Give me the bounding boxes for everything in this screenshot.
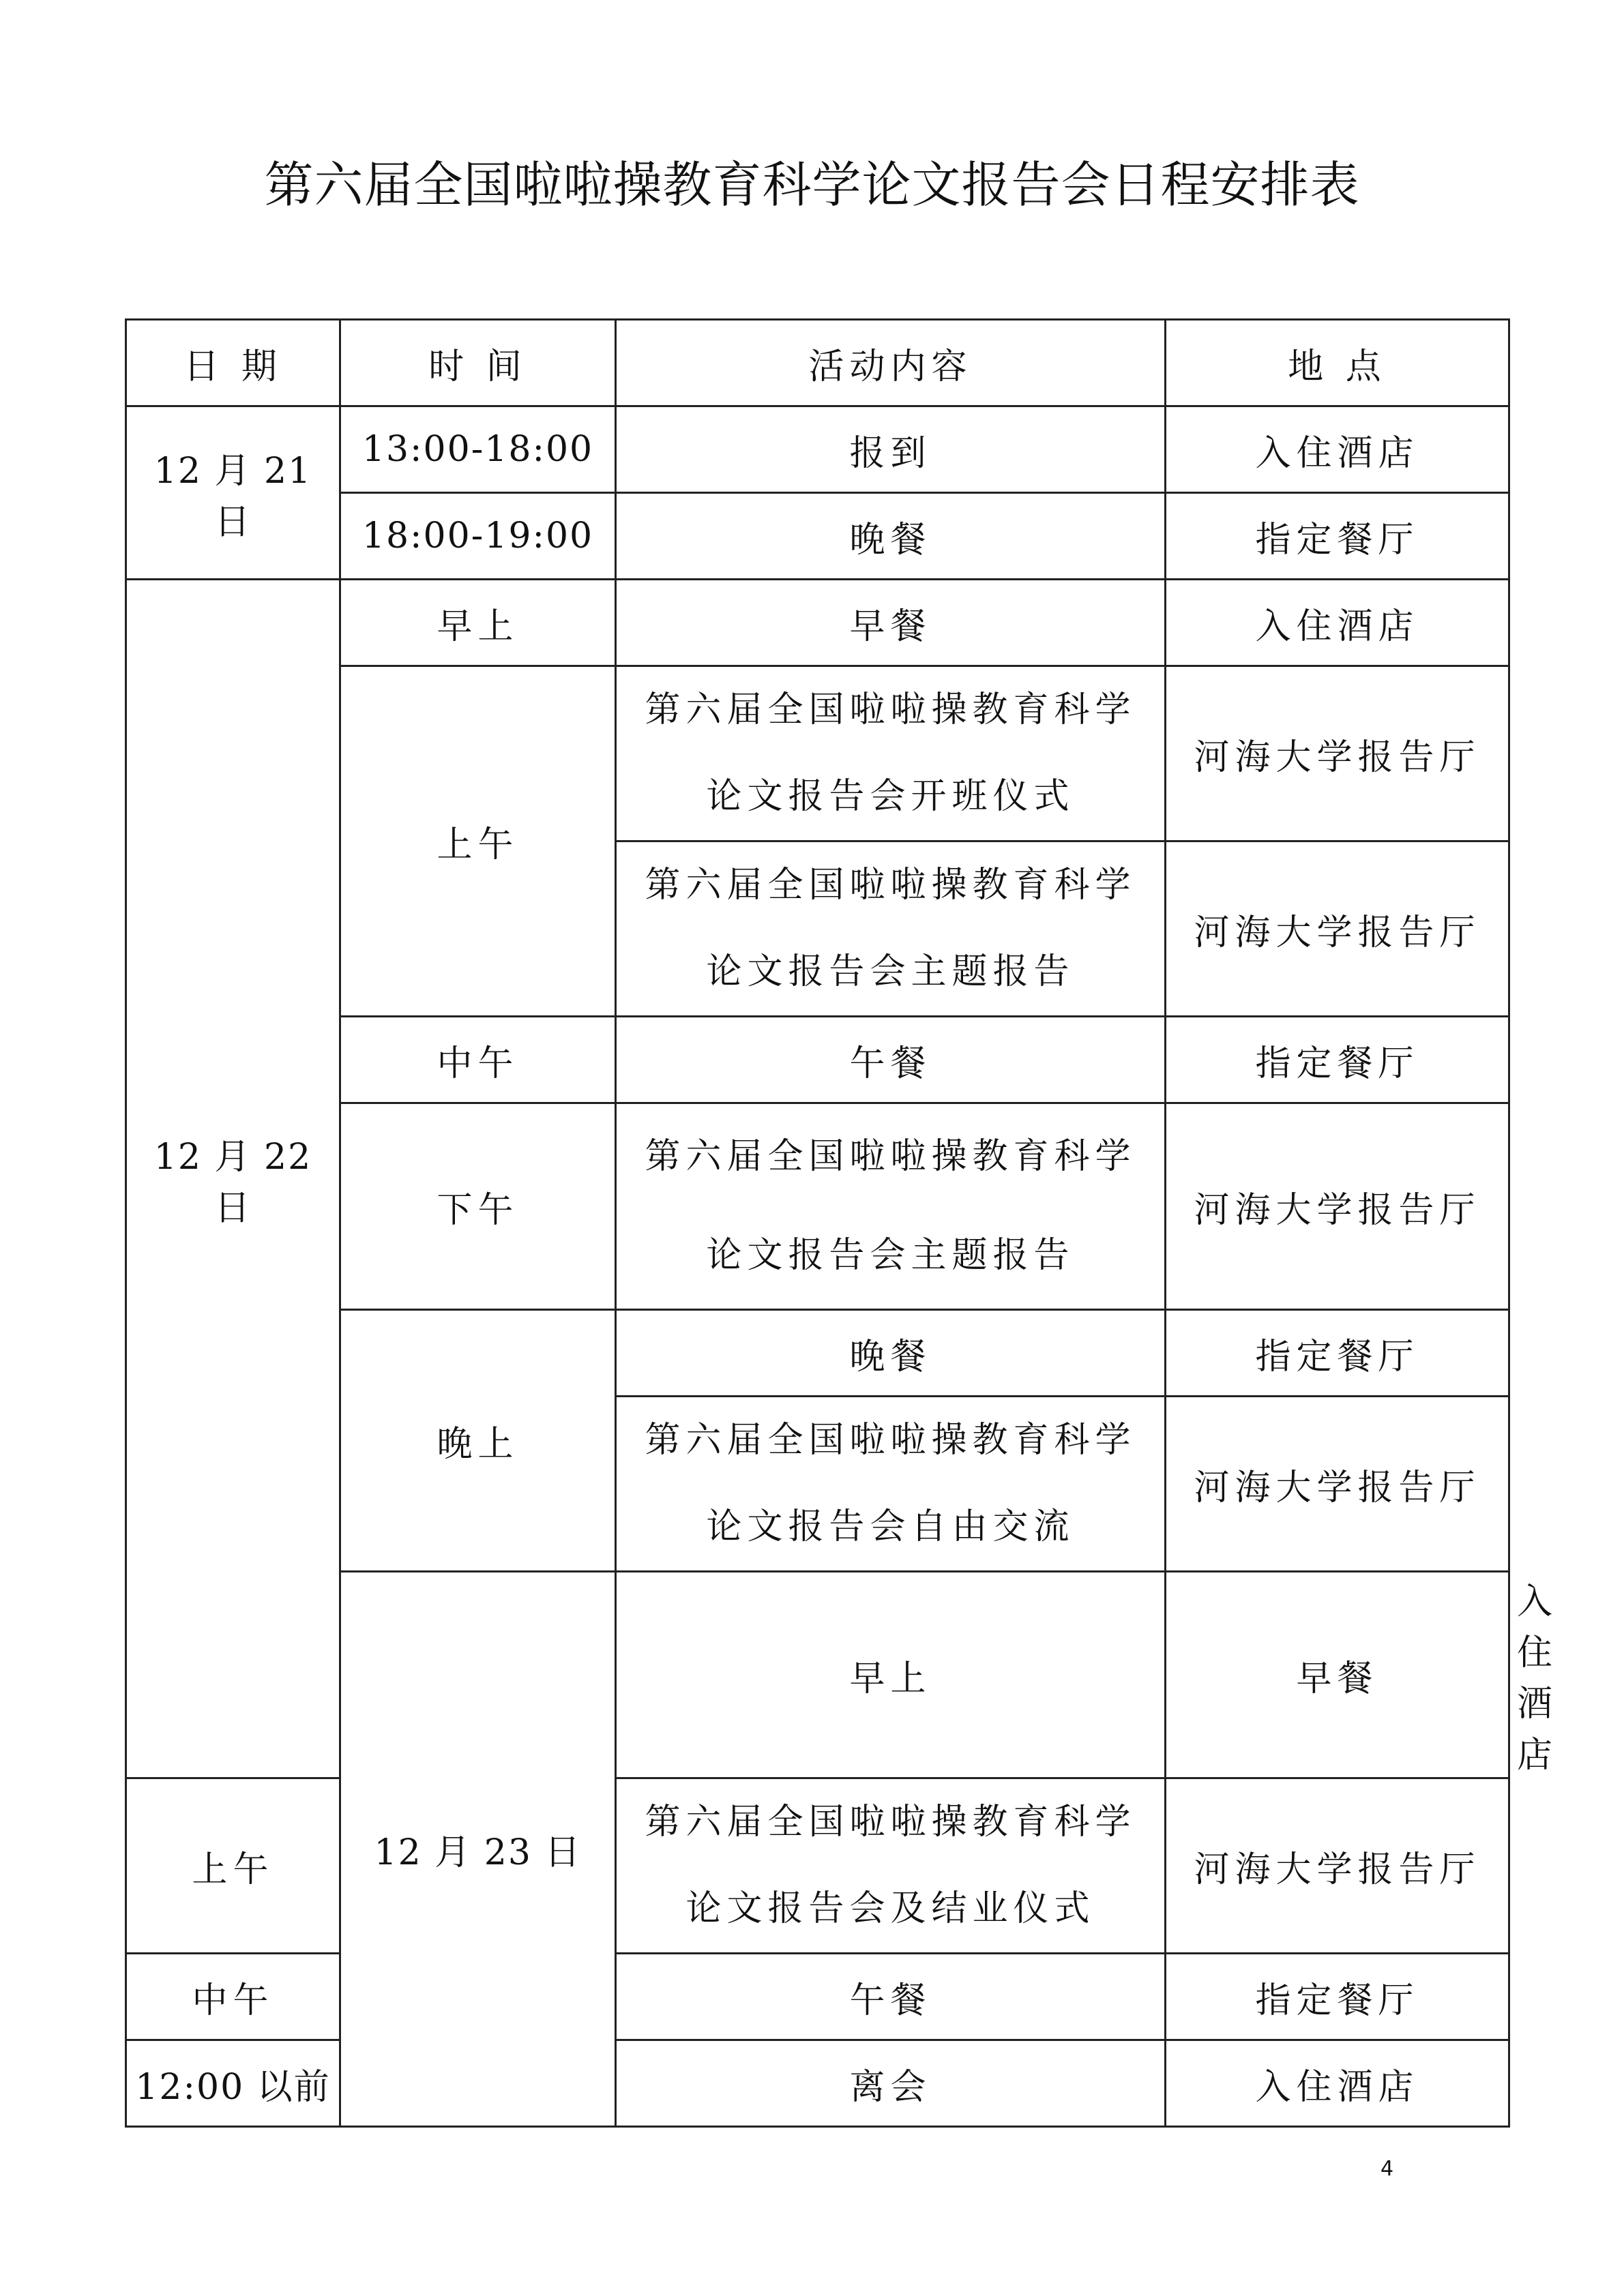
location-cell: 指定餐厅	[1166, 1310, 1509, 1397]
location-cell: 河海大学报告厅	[1166, 1397, 1509, 1572]
location-cell: 指定餐厅	[1166, 493, 1509, 580]
table-row	[126, 1954, 1509, 2040]
location-cell: 指定餐厅	[1166, 1954, 1509, 2040]
activity-line: 论文报告会主题报告	[706, 1235, 1075, 1276]
activity-cell: 晚餐	[616, 1310, 1166, 1397]
location-cell: 河海大学报告厅	[1166, 1103, 1509, 1310]
header-date: 日 期	[126, 320, 340, 406]
table-row	[126, 580, 1509, 666]
date-cell: 12 月 22 日	[126, 580, 340, 1778]
activity-cell	[616, 666, 1166, 841]
activity-line: 第六届全国啦啦操教育科学	[645, 689, 1136, 730]
location-cell: 入住酒店	[1166, 406, 1509, 493]
activity-line: 第六届全国啦啦操教育科学	[645, 1420, 1136, 1461]
table-row	[126, 2040, 1509, 2127]
date-cell: 12 月 21 日	[126, 406, 340, 580]
time-cell: 早上	[616, 1572, 1166, 1778]
header-location: 地 点	[1166, 320, 1509, 406]
activity-line: 论文报告会开班仪式	[706, 776, 1075, 817]
activity-cell	[616, 1397, 1166, 1572]
activity-cell	[616, 1103, 1166, 1310]
page-number: 4	[1381, 2157, 1394, 2181]
activity-cell	[616, 1778, 1166, 1954]
location-cell: 河海大学报告厅	[1166, 666, 1509, 841]
activity-cell: 晚餐	[616, 493, 1166, 580]
time-cell: 晚上	[340, 1310, 616, 1572]
activity-cell: 早餐	[616, 580, 1166, 666]
activity-cell: 早餐	[1166, 1572, 1509, 1778]
activity-line: 第六届全国啦啦操教育科学	[645, 1802, 1136, 1843]
activity-line: 第六届全国啦啦操教育科学	[645, 1136, 1136, 1177]
header-time: 时 间	[340, 320, 616, 406]
activity-line: 第六届全国啦啦操教育科学	[645, 865, 1136, 906]
time-cell: 上午	[340, 666, 616, 1017]
time-cell: 18:00-19:00	[340, 493, 616, 580]
location-cell: 河海大学报告厅	[1166, 841, 1509, 1017]
table-row	[126, 406, 1509, 493]
table-row: 12 月 23 日 早上 早餐 入住酒店	[126, 1572, 1509, 1778]
page-title: 第六届全国啦啦操教育科学论文报告会日程安排表	[264, 156, 1360, 213]
activity-line: 论文报告会自由交流	[706, 1506, 1075, 1547]
time-cell: 中午	[126, 1954, 340, 2040]
date-cell: 12 月 23 日	[340, 1572, 616, 2127]
activity-cell: 离会	[616, 2040, 1166, 2127]
location-cell: 河海大学报告厅	[1166, 1778, 1509, 1954]
table-row	[126, 1778, 1509, 1954]
table-header-row	[126, 320, 1509, 406]
activity-cell	[616, 841, 1166, 1017]
activity-line: 论文报告会及结业仪式	[685, 1888, 1095, 1929]
schedule-table	[125, 318, 1559, 2128]
header-activity: 活动内容	[616, 320, 1166, 406]
time-cell: 上午	[126, 1778, 340, 1954]
time-cell: 13:00-18:00	[340, 406, 616, 493]
time-cell: 12:00 以前	[126, 2040, 340, 2127]
location-cell: 指定餐厅	[1166, 1017, 1509, 1103]
time-cell: 早上	[340, 580, 616, 666]
activity-cell: 午餐	[616, 1954, 1166, 2040]
time-cell: 中午	[340, 1017, 616, 1103]
activity-cell: 午餐	[616, 1017, 1166, 1103]
activity-line: 论文报告会主题报告	[706, 951, 1075, 992]
time-cell: 下午	[340, 1103, 616, 1310]
location-cell: 入住酒店	[1166, 580, 1509, 666]
activity-cell: 报到	[616, 406, 1166, 493]
location-cell: 入住酒店	[1166, 2040, 1509, 2127]
